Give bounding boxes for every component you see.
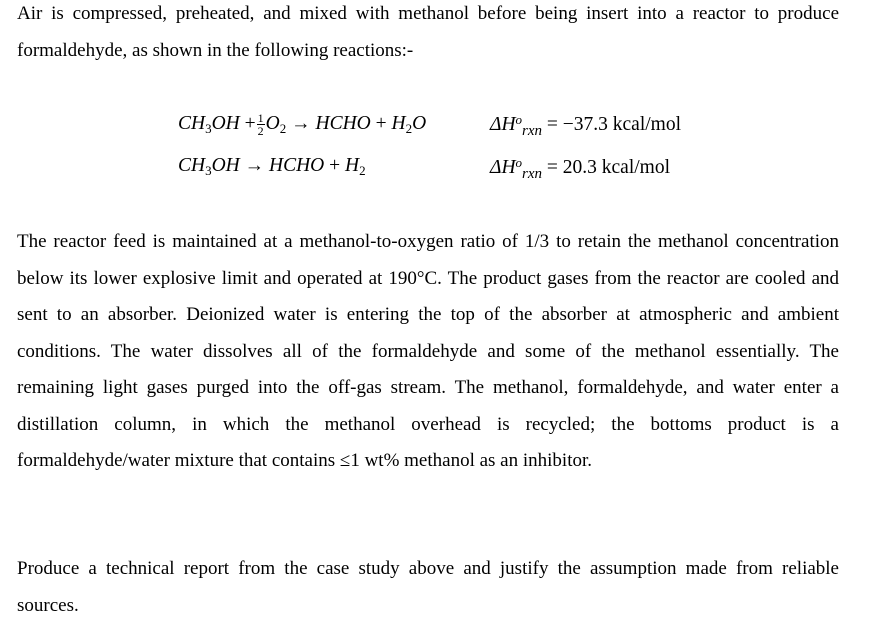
reaction-1-arrow: → xyxy=(291,112,311,134)
reaction-1-product-1: HCHO xyxy=(315,112,371,134)
reaction-2-enthalpy xyxy=(490,155,670,183)
reaction-1-dh-sub: rxn xyxy=(522,123,543,139)
reaction-1-dh-sup: o xyxy=(515,112,523,127)
task-paragraph: Produce a technical report from the case study above and justify the assumption made from reliable sources. xyxy=(17,558,839,616)
reaction-2-equation xyxy=(178,155,366,179)
reaction-2-dh-sup: o xyxy=(515,155,523,170)
reaction-2-product-2: $H_2$ xyxy=(345,155,366,178)
reaction-1-reactant-1: $CH_3OH$ xyxy=(178,112,240,136)
reaction-2-dh-symbol: ΔH xyxy=(490,157,516,178)
reaction-2-dh-sub: rxn xyxy=(522,166,543,182)
reaction-2-reactant-1: $CH_3OH$ xyxy=(178,155,240,178)
reaction-2-plus: + xyxy=(329,155,341,176)
reaction-1-plus-2: + xyxy=(375,112,387,134)
reaction-1-reactant-2: $O_2$ xyxy=(265,112,287,136)
reaction-1-equation xyxy=(178,112,426,137)
process-description-paragraph: The reactor feed is maintained at a methanol-to-oxygen ratio of 1/3 to retain the methanol concentration below its lower explosive limit and operated at 190°C. The product gases from the reactor are cooled and sent to an absorber. Deionized water is entering the top of the absorber at atmospheric and ambient conditions. The water dissolves all of the formaldehyde and some of the methanol essentially. The remaining light gases purged into the off-gas stream. The methanol, formaldehyde, and water enter a distillation column, in which the methanol overhead is recycled; the bottoms product is a formaldehyde/water mixture that contains ≤1 wt% methanol as an inhibitor. xyxy=(17,231,839,471)
reaction-2-dh-value: = 20.3 kcal/mol xyxy=(546,157,671,178)
intro-paragraph: Air is compressed, preheated, and mixed with methanol before being insert into a reactor to produce formaldehyde, as shown in the following reactions:- xyxy=(17,3,839,61)
reaction-2-arrow: → xyxy=(244,155,265,176)
reaction-1-dh-symbol: ΔH xyxy=(490,114,516,135)
reaction-1-enthalpy xyxy=(490,112,681,140)
reaction-2-product-1: HCHO xyxy=(269,155,325,176)
reaction-1-product-2: $H_2O$ xyxy=(391,112,427,136)
reaction-1-plus: + xyxy=(244,112,256,134)
reaction-1-coefficient: $\frac{1}{2}$ xyxy=(257,111,264,138)
reaction-1-dh-value: = −37.3 kcal/mol xyxy=(546,114,682,135)
